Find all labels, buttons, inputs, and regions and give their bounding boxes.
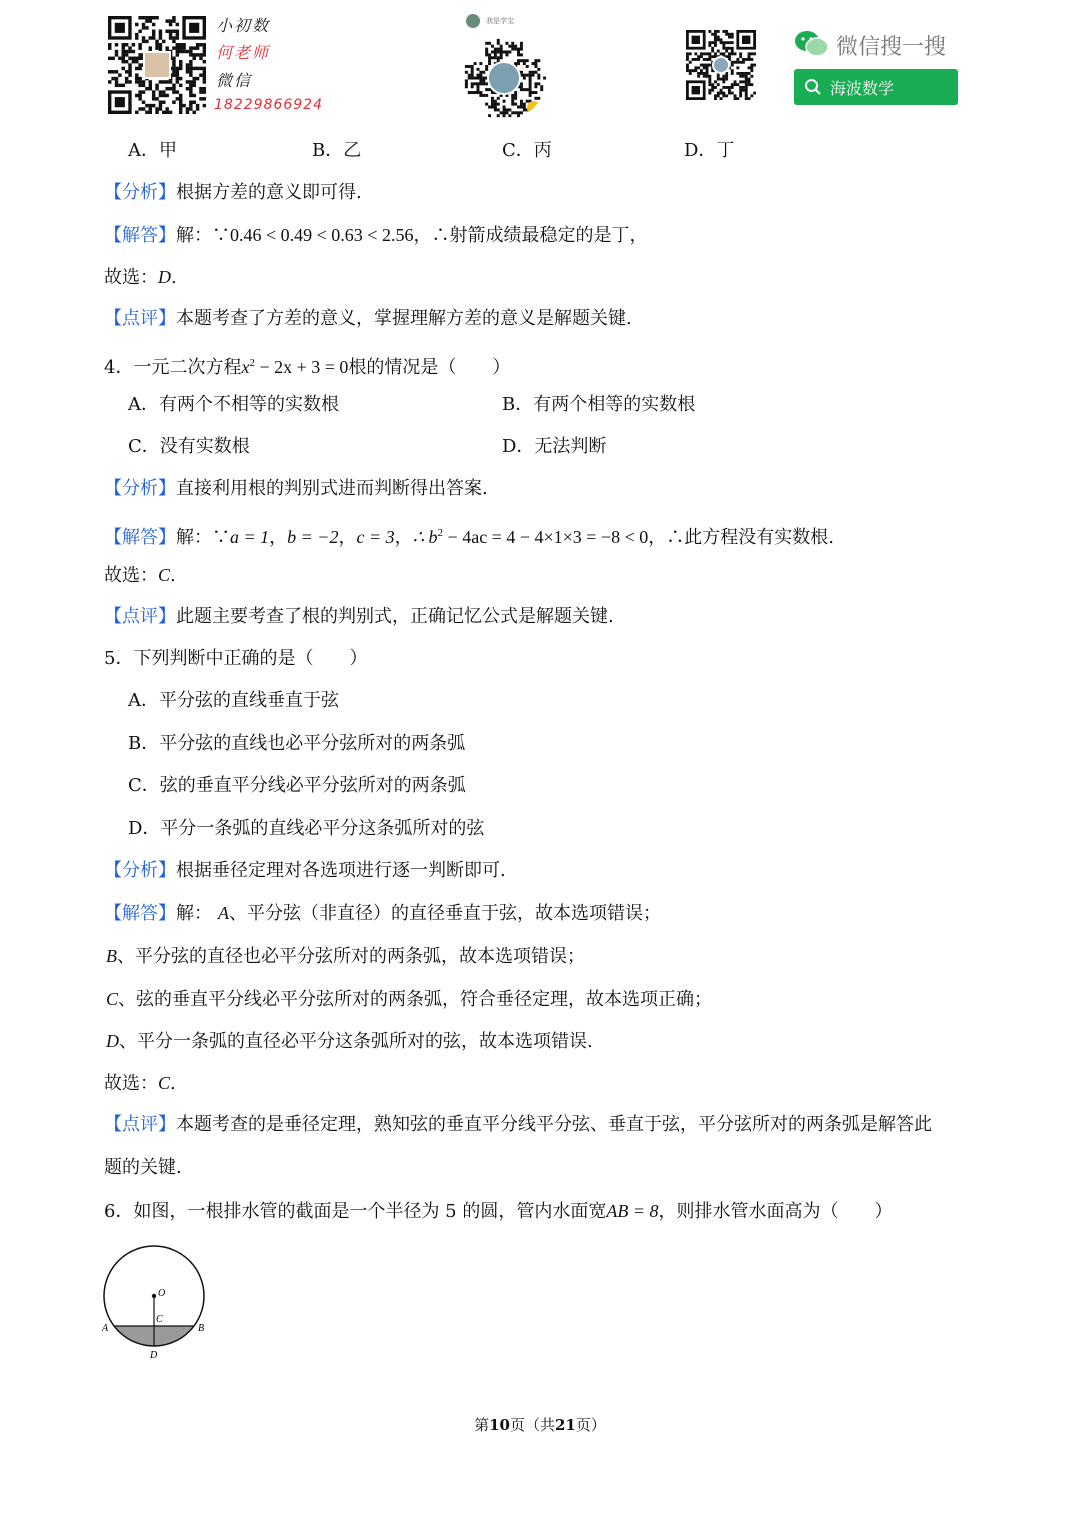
contact-phone: 18229866924 <box>214 97 323 113</box>
option-c: C．弦的垂直平分线必平分弦所对的两条弧 <box>128 775 466 796</box>
stem-text-b: 根的情况是（ ） <box>348 357 511 378</box>
figure-label-b: B <box>198 1323 205 1334</box>
option-a: A．有两个不相等的实数根 <box>128 394 339 415</box>
answer-line <box>104 220 1080 250</box>
answer-text: 、弦的垂直平分线必平分弦所对的两条弧，符合垂径定理，故本选项正确； <box>118 989 713 1010</box>
figure-label-o: O <box>158 1288 166 1299</box>
choice-letter: C <box>158 1073 171 1093</box>
choice-letter: C <box>158 565 171 585</box>
discriminant-b: ∴ b <box>412 527 438 547</box>
answer-expression: 0.46 < 0.49 < 0.63 < 2.56 <box>230 225 414 245</box>
answer-prefix: 解：∵ <box>176 527 230 548</box>
footer-prefix: 第 <box>474 1416 490 1434</box>
discriminant-exponent: 2 <box>437 527 444 539</box>
wechat-search-keyword: 海波数学 <box>830 78 895 98</box>
answer-line <box>104 898 1080 928</box>
stem-text-b: ，则排水管水面高为（ ） <box>658 1201 893 1222</box>
answer-letter: A <box>218 903 229 923</box>
discriminant-rest: − 4ac = 4 − 4×1×3 = −8 < 0 <box>443 527 649 547</box>
mini-program-code <box>462 36 546 120</box>
wechat-search-button[interactable] <box>794 69 958 105</box>
option-b: B．平分弦的直线也必平分弦所对的两条弧 <box>128 733 466 754</box>
wechat-logo-icon <box>794 29 830 59</box>
choice-line <box>104 560 1080 590</box>
answer-line <box>106 1026 1080 1056</box>
contact-line-1: 小初数 <box>216 16 271 35</box>
search-icon <box>804 78 822 96</box>
answer-because: ∵ <box>212 225 230 246</box>
footer-page: 10 <box>489 1416 510 1434</box>
choice-end: . <box>170 565 176 586</box>
footer-middle: 页（共 <box>509 1416 555 1434</box>
analysis-line <box>104 856 1080 886</box>
choice-line <box>104 262 1080 292</box>
answer-line <box>106 941 1080 971</box>
analysis-tag: 【分析】 <box>104 860 176 881</box>
mini-program-avatar <box>466 14 480 28</box>
wechat-search-title: 微信搜一搜 <box>836 35 947 60</box>
stem-text-a: 一元二次方程 <box>133 357 242 378</box>
answer-letter: B <box>106 946 117 966</box>
answer-b: b = −2 <box>287 527 339 547</box>
answer-suffix: ，∴射箭成绩最稳定的是丁， <box>413 225 648 246</box>
answer-prefix: 解： <box>176 903 212 924</box>
option-d: D．平分一条弧的直线必平分这条弧所对的弦 <box>128 818 485 839</box>
question-stem: 5．下列判断中正确的是（ ） <box>104 648 368 669</box>
choice-end: . <box>171 267 177 288</box>
comment-tag: 【点评】 <box>104 1114 176 1135</box>
contact-line-3: 微信 <box>216 71 253 90</box>
comment-tag: 【点评】 <box>104 606 176 627</box>
analysis-text: 根据垂径定理对各选项进行逐一判断即可. <box>176 860 506 881</box>
answer-letter: C <box>106 989 119 1009</box>
option-b: B．有两个相等的实数根 <box>502 394 696 415</box>
stem-text-a: 6．如图，一根排水管的截面是一个半径为 5 的圆，管内水面宽 <box>104 1201 607 1222</box>
figure-label-c: C <box>156 1314 163 1325</box>
option-c: C．没有实数根 <box>128 436 250 457</box>
choice-prefix: 故选： <box>104 565 158 586</box>
answer-tag: 【解答】 <box>104 903 176 924</box>
comment-line-continued: 题的关键. <box>104 1157 182 1178</box>
answer-prefix: 解： <box>176 225 212 246</box>
option-a: A．平分弦的直线垂直于弦 <box>128 690 339 711</box>
stem-equation: AB = 8 <box>606 1201 659 1221</box>
choice-prefix: 故选： <box>104 1073 158 1094</box>
analysis-line <box>104 474 1080 504</box>
answer-tag: 【解答】 <box>104 225 176 246</box>
answer-letter: D <box>106 1031 119 1051</box>
answer-a: a = 1 <box>230 527 270 547</box>
option-d: D．丁 <box>684 140 735 161</box>
answer-text: 、平分弦的直径也必平分弦所对的两条弧，故本选项错误； <box>117 946 585 967</box>
answer-c: c = 3 <box>356 527 395 547</box>
answer-line <box>106 984 1080 1014</box>
comment-line <box>104 304 1080 334</box>
figure-label-d: D <box>150 1350 158 1361</box>
option-d: D．无法判断 <box>502 436 607 457</box>
comment-line <box>104 602 1080 632</box>
contact-qr-code <box>108 16 206 114</box>
question-stem <box>104 348 1080 378</box>
comment-line <box>104 1110 1080 1140</box>
comment-text: 此题主要考查了根的判别式，正确记忆公式是解题关键. <box>176 606 614 627</box>
choice-line <box>104 1068 1080 1098</box>
answer-text: 、平分一条弧的直径必平分这条弧所对的弦，故本选项错误. <box>119 1031 593 1052</box>
equation-x: x <box>241 357 250 377</box>
equation-exponent: 2 <box>249 357 255 369</box>
analysis-text: 根据方差的意义即可得. <box>176 182 362 203</box>
answer-suffix: ，∴此方程没有实数根. <box>648 527 834 548</box>
footer-total: 21 <box>555 1416 576 1434</box>
mini-program-caption: 我是学宝 <box>486 17 514 25</box>
analysis-tag: 【分析】 <box>104 182 176 203</box>
option-c: C．丙 <box>502 140 552 161</box>
answer-line: 【解答】解：∵a = 1，b = −2，c = 3，∴ $b^2 - 4ac = 4 - 4\times 1\times 3 = -8 < 0$，∴此方程没有实数根. <box>104 527 834 548</box>
footer-suffix: 页） <box>575 1416 606 1434</box>
option-a: A．甲 <box>128 140 177 161</box>
analysis-line <box>104 178 1080 208</box>
answer-tag: 【解答】 <box>104 527 176 548</box>
comment-text: 本题考查的是垂径定理，熟知弦的垂直平分线平分弦、垂直于弦，平分弦所对的两条弧是解答此 <box>176 1114 932 1135</box>
question-stem <box>104 1196 1080 1226</box>
analysis-tag: 【分析】 <box>104 478 176 499</box>
contact-line-2: 何老师 <box>216 43 271 62</box>
equation-rest: − 2x + 3 = 0 <box>254 357 349 377</box>
pipe-cross-section-figure <box>98 1240 214 1362</box>
option-b: B．乙 <box>312 140 362 161</box>
choice-prefix: 故选： <box>104 267 158 288</box>
choice-end: . <box>170 1073 176 1094</box>
question-number: 4． <box>104 357 134 378</box>
comment-tag: 【点评】 <box>104 308 176 329</box>
analysis-text: 直接利用根的判别式进而判断得出答案. <box>176 478 488 499</box>
answer-text: 、平分弦（非直径）的直径垂直于弦，故本选项错误； <box>229 903 661 924</box>
wechat-qr-code <box>686 30 756 100</box>
comment-text: 本题考查了方差的意义，掌握理解方差的意义是解题关键. <box>176 308 632 329</box>
choice-letter: D <box>158 267 171 287</box>
page-footer <box>0 1414 1080 1435</box>
figure-label-a: A <box>102 1323 109 1334</box>
